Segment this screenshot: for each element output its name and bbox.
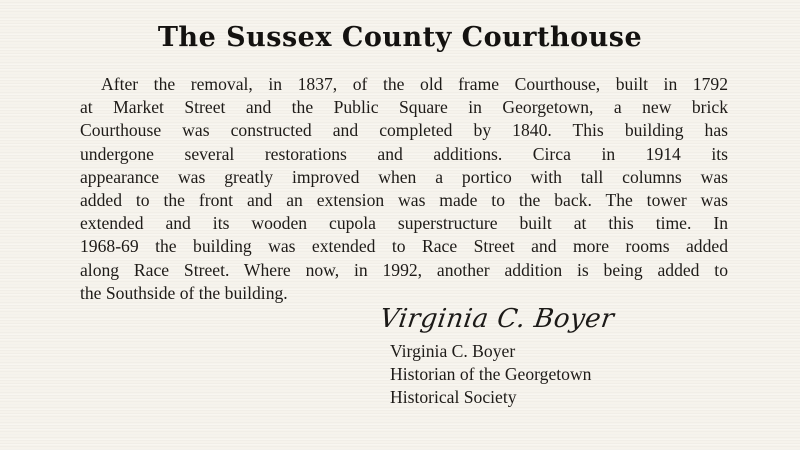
body-line: After the removal, in 1837, of the old frame Courthouse, built in 1792 [101,74,728,94]
body-line: undergone several restorations and additions. Circa in 1914 its [80,143,728,164]
author-organization: Historical Society [390,387,517,407]
body-paragraph [80,73,728,305]
handwritten-signature: Virginia C. Boyer [377,304,617,334]
body-line: Courthouse was constructed and completed by 1840. This building has [80,120,728,141]
body-line: along Race Street. Where now, in 1992, another addition is being added to [80,259,728,280]
body-line: the Southside of the building. [80,282,288,303]
body-line: appearance was greatly improved when a portico with tall columns was [80,166,728,187]
body-line: extended and its wooden cupola superstructure built at this time. In [80,213,728,234]
body-line: added to the front and an extension was made to the back. The tower was [80,190,728,211]
page-title: The Sussex County Courthouse [157,22,643,53]
body-line: at Market Street and the Public Square in Georgetown, a new brick [80,97,728,118]
signature-block [390,340,591,409]
author-title: Historian of the Georgetown [390,364,592,384]
author-name: Virginia C. Boyer [390,341,516,361]
body-line: 1968-69 the building was extended to Race Street and more rooms added [80,236,728,257]
